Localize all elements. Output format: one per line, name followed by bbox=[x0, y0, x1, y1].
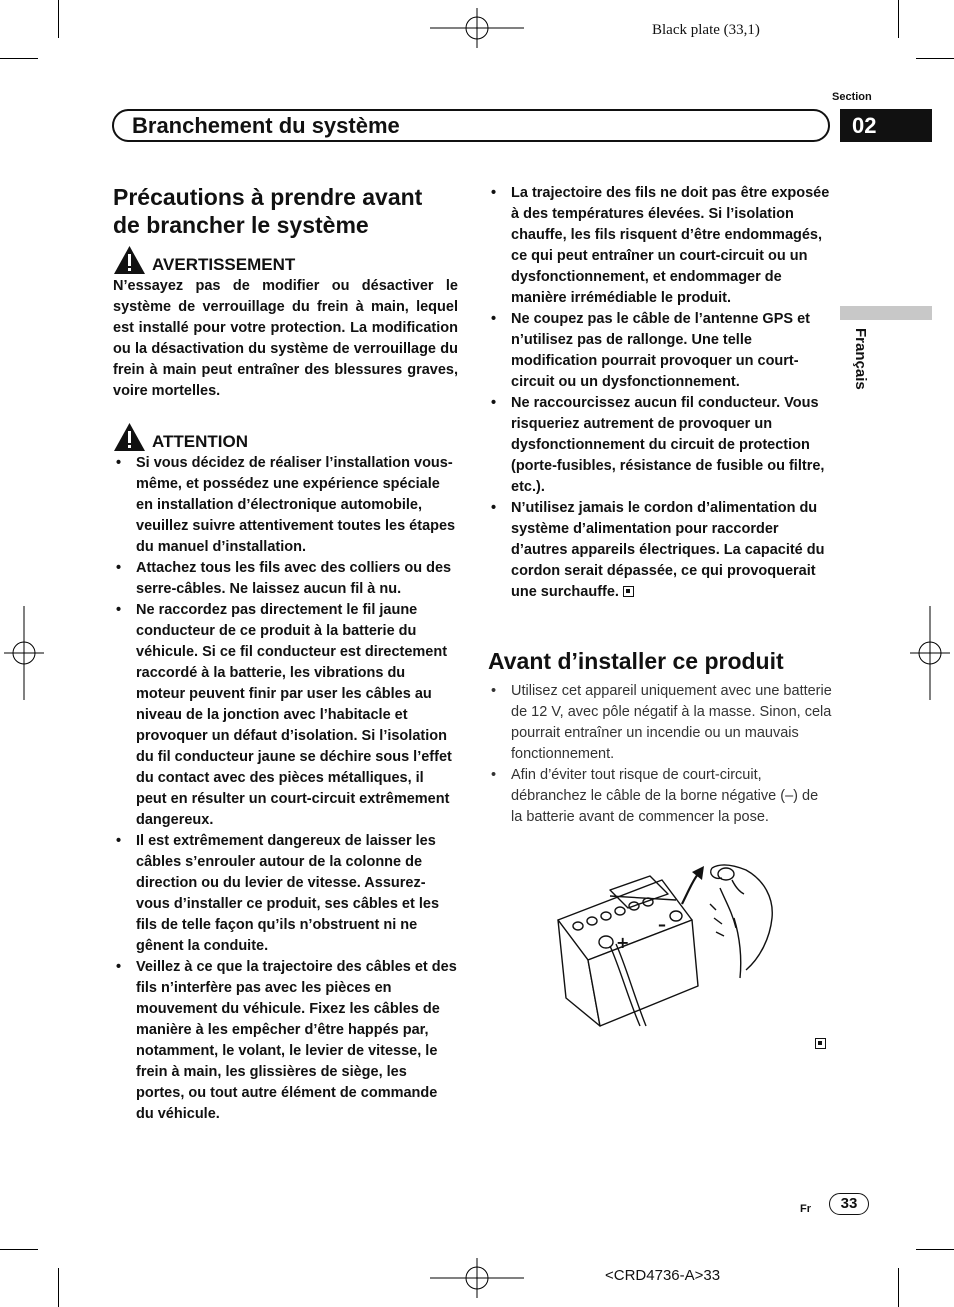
page-number: 33 bbox=[829, 1193, 869, 1215]
plate-label: Black plate (33,1) bbox=[652, 22, 760, 38]
caution-title: ATTENTION bbox=[152, 432, 249, 451]
install-list bbox=[488, 681, 833, 828]
heading-line: Précautions à prendre avant bbox=[113, 184, 423, 210]
section-heading: Avant d’installer ce produit bbox=[488, 648, 784, 674]
chapter-title: Branchement du système bbox=[112, 109, 830, 142]
caution-list bbox=[113, 453, 458, 1125]
battery-disconnect-illustration bbox=[550, 858, 790, 1038]
crop-mark bbox=[898, 1268, 899, 1307]
document-code: <CRD4736-A>33 bbox=[605, 1267, 721, 1284]
warning-text: N’essayez pas de modifier ou désactiver le système de verrouillage du frein à main, lequel est installé pour votre protection. La modification ou la désactivation du système de verrouillage du frein à main peut entraîner des blessures graves, voire mortelles. bbox=[113, 278, 458, 399]
end-mark-icon bbox=[623, 586, 634, 597]
registration-mark-icon bbox=[430, 8, 524, 48]
battery-minus-label: – bbox=[658, 915, 666, 934]
registration-mark-icon bbox=[4, 606, 44, 700]
list-item: • Ne raccourcissez aucun fil conducteur. Vous risqueriez autrement de provoquer un dysfonctionnement du circuit de protection (porte-fusibles, résistance de fusible ou filtre, etc.). bbox=[488, 393, 833, 498]
warning-triangle-icon bbox=[113, 245, 146, 275]
list-item: • Utilisez cet appareil uniquement avec une batterie de 12 V, avec pôle négatif à la masse. Sinon, cela pourrait entraîner un incendie ou un mauvais fonctionnement. bbox=[488, 681, 833, 765]
heading-line: de brancher le système bbox=[113, 212, 369, 238]
left-column bbox=[113, 183, 458, 1125]
list-item: • Si vous décidez de réaliser l’installation vous-même, et possédez une expérience spéciale en installation d’électronique automobile, veuillez suivre attentivement toutes les étapes du manuel d’installation. bbox=[113, 453, 458, 558]
section-number: 02 bbox=[840, 109, 932, 142]
list-item bbox=[488, 498, 833, 603]
end-mark-icon bbox=[815, 1038, 826, 1049]
right-column bbox=[488, 183, 833, 828]
list-item: • Il est extrêmement dangereux de laisser les câbles s’enrouler autour de la colonne de direction ou du levier de vitesse. Assurez-vous d’installer ce produit, ses câbles et les fils de telle façon qu’ils n’obstruent ni ne gênent la conduite. bbox=[113, 831, 458, 957]
list-item: • La trajectoire des fils ne doit pas être exposée à des températures élevées. Si l’isolation chauffe, les fils risquent d’être endommagés, ce qui peut entraîner un court-circuit ou un dysfonctionnement, et endommager de manière irrémédiable le produit. bbox=[488, 183, 833, 309]
language-code: Fr bbox=[800, 1203, 811, 1215]
language-label: Français bbox=[852, 328, 869, 390]
registration-mark-icon bbox=[430, 1258, 524, 1298]
crop-mark bbox=[0, 1249, 38, 1250]
section-label: Section bbox=[832, 91, 872, 103]
crop-mark bbox=[58, 1268, 59, 1307]
crop-mark bbox=[58, 0, 59, 38]
battery-plus-label: + bbox=[616, 933, 630, 952]
warning-title: AVERTISSEMENT bbox=[152, 255, 296, 274]
list-item: • Ne raccordez pas directement le fil jaune conducteur de ce produit à la batterie du véhicule. Si ce fil conducteur est directement raccordé à la batterie, les vibrations du moteur peuvent finir par user les câbles au niveau de la jonction avec l’habitacle et provoquer un défaut d’isolation. Si l’isolation du fil conducteur jaune se déchire sous l’effet du contact avec des pièces métalliques, il peut en résulter un court-circuit extrêmement dangereux. bbox=[113, 600, 458, 831]
list-item-text: N’utilisez jamais le cordon d’alimentation du système d’alimentation pour raccorder d’autres appareils électriques. La capacité du cordon serait dépassée, ce qui provoquerait une surchauffe. bbox=[511, 500, 825, 600]
list-item: • Afin d’éviter tout risque de court-circuit, débranchez le câble de la borne négative (–) de la batterie avant de commencer la pose. bbox=[488, 765, 833, 828]
warning-triangle-icon bbox=[113, 422, 146, 452]
section-heading bbox=[113, 183, 458, 239]
crop-mark bbox=[0, 58, 38, 59]
language-tab bbox=[840, 306, 932, 320]
crop-mark bbox=[898, 0, 899, 38]
caution-list-continued bbox=[488, 183, 833, 603]
crop-mark bbox=[916, 58, 954, 59]
list-item: • Veillez à ce que la trajectoire des câbles et des fils n’interfère pas avec les pièces en mouvement du véhicule. Fixez les câbles de manière à les empêcher d’être happés par, notamment, le volant, le levier de vitesse, le frein à main, les glissières de siège, les portes, ou tout autre élément de commande du véhicule. bbox=[113, 957, 458, 1125]
list-item: • Attachez tous les fils avec des colliers ou des serre-câbles. Ne laissez aucun fil à nu. bbox=[113, 558, 458, 600]
crop-mark bbox=[916, 1249, 954, 1250]
list-item: • Ne coupez pas le câble de l’antenne GPS et n’utilisez pas de rallonge. Une telle modification pourrait provoquer un court-circuit ou un dysfonctionnement. bbox=[488, 309, 833, 393]
caution-header bbox=[113, 420, 458, 452]
warning-header bbox=[113, 243, 458, 275]
registration-mark-icon bbox=[910, 606, 950, 700]
